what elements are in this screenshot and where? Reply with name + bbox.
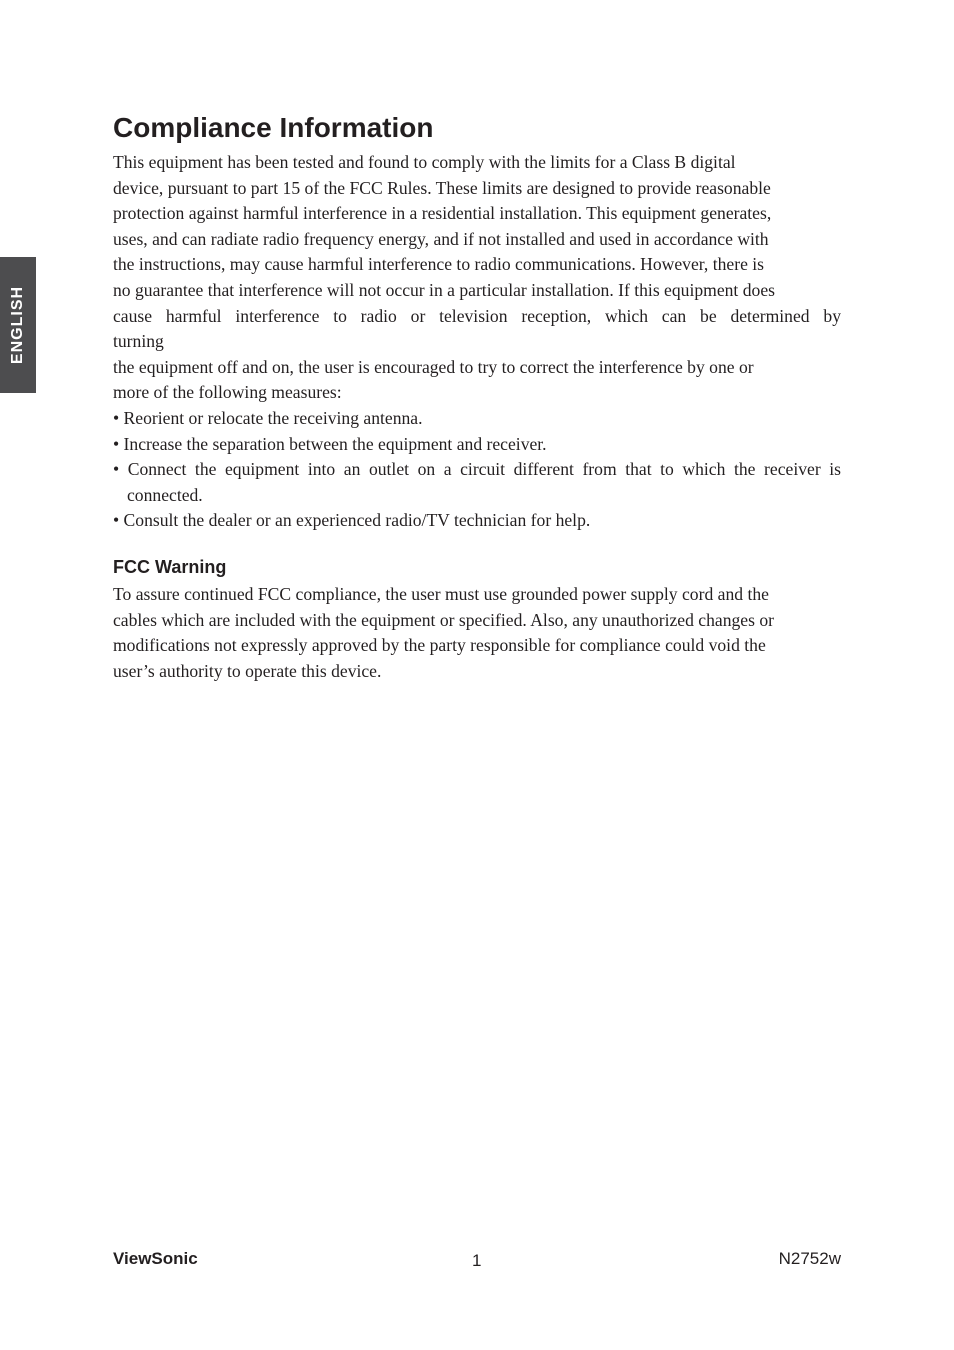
intro-line: This equipment has been tested and found to comply with the limits for a Class B digital [113, 152, 736, 172]
warning-line: modifications not expressly approved by the party responsible for compliance could void the [113, 635, 766, 656]
list-item [113, 457, 841, 508]
intro-line: no guarantee that interference will not occur in a particular installation. If this equipment does [113, 279, 775, 300]
footer-model: N2752w [778, 1249, 841, 1268]
list-item: • Consult the dealer or an experienced radio/TV technician for help. [113, 510, 591, 531]
intro-paragraph [113, 150, 841, 406]
warning-line: user’s authority to operate this device. [113, 660, 382, 681]
footer-brand: ViewSonic [113, 1249, 198, 1268]
list-item-line: • Connect the equipment into an outlet on a circuit different from that to which the receiver is [113, 459, 841, 480]
page-number: 1 [472, 1251, 482, 1270]
fcc-warning-heading: FCC Warning [113, 556, 227, 577]
intro-line: device, pursuant to part 15 of the FCC Rules. These limits are designed to provide reasonable [113, 177, 771, 198]
intro-line: turning [113, 331, 164, 352]
intro-line: more of the following measures: [113, 382, 342, 403]
list-item: • Increase the separation between the equipment and receiver. [113, 433, 547, 454]
intro-line: uses, and can radiate radio frequency energy, and if not installed and used in accordance with [113, 228, 769, 249]
warning-line: To assure continued FCC compliance, the user must use grounded power supply cord and the [113, 583, 769, 604]
intro-line: protection against harmful interference in a residential installation. This equipment generates, [113, 203, 772, 224]
intro-line: the equipment off and on, the user is encouraged to try to correct the interference by one or [113, 356, 754, 377]
fcc-warning-paragraph [113, 582, 841, 684]
intro-line: the instructions, may cause harmful interference to radio communications. However, there is [113, 254, 765, 275]
language-tab [0, 257, 36, 393]
list-item-line: connected. [127, 484, 203, 505]
warning-line: cables which are included with the equipment or specified. Also, any unauthorized changes or [113, 609, 775, 630]
page-title: Compliance Information [113, 112, 434, 143]
intro-line: cause harmful interference to radio or television reception, which can be determined by [113, 305, 841, 326]
main-content [113, 108, 841, 684]
measures-list [113, 406, 841, 534]
list-item: • Reorient or relocate the receiving antenna. [113, 407, 423, 428]
language-tab-label: ENGLISH [9, 285, 26, 365]
